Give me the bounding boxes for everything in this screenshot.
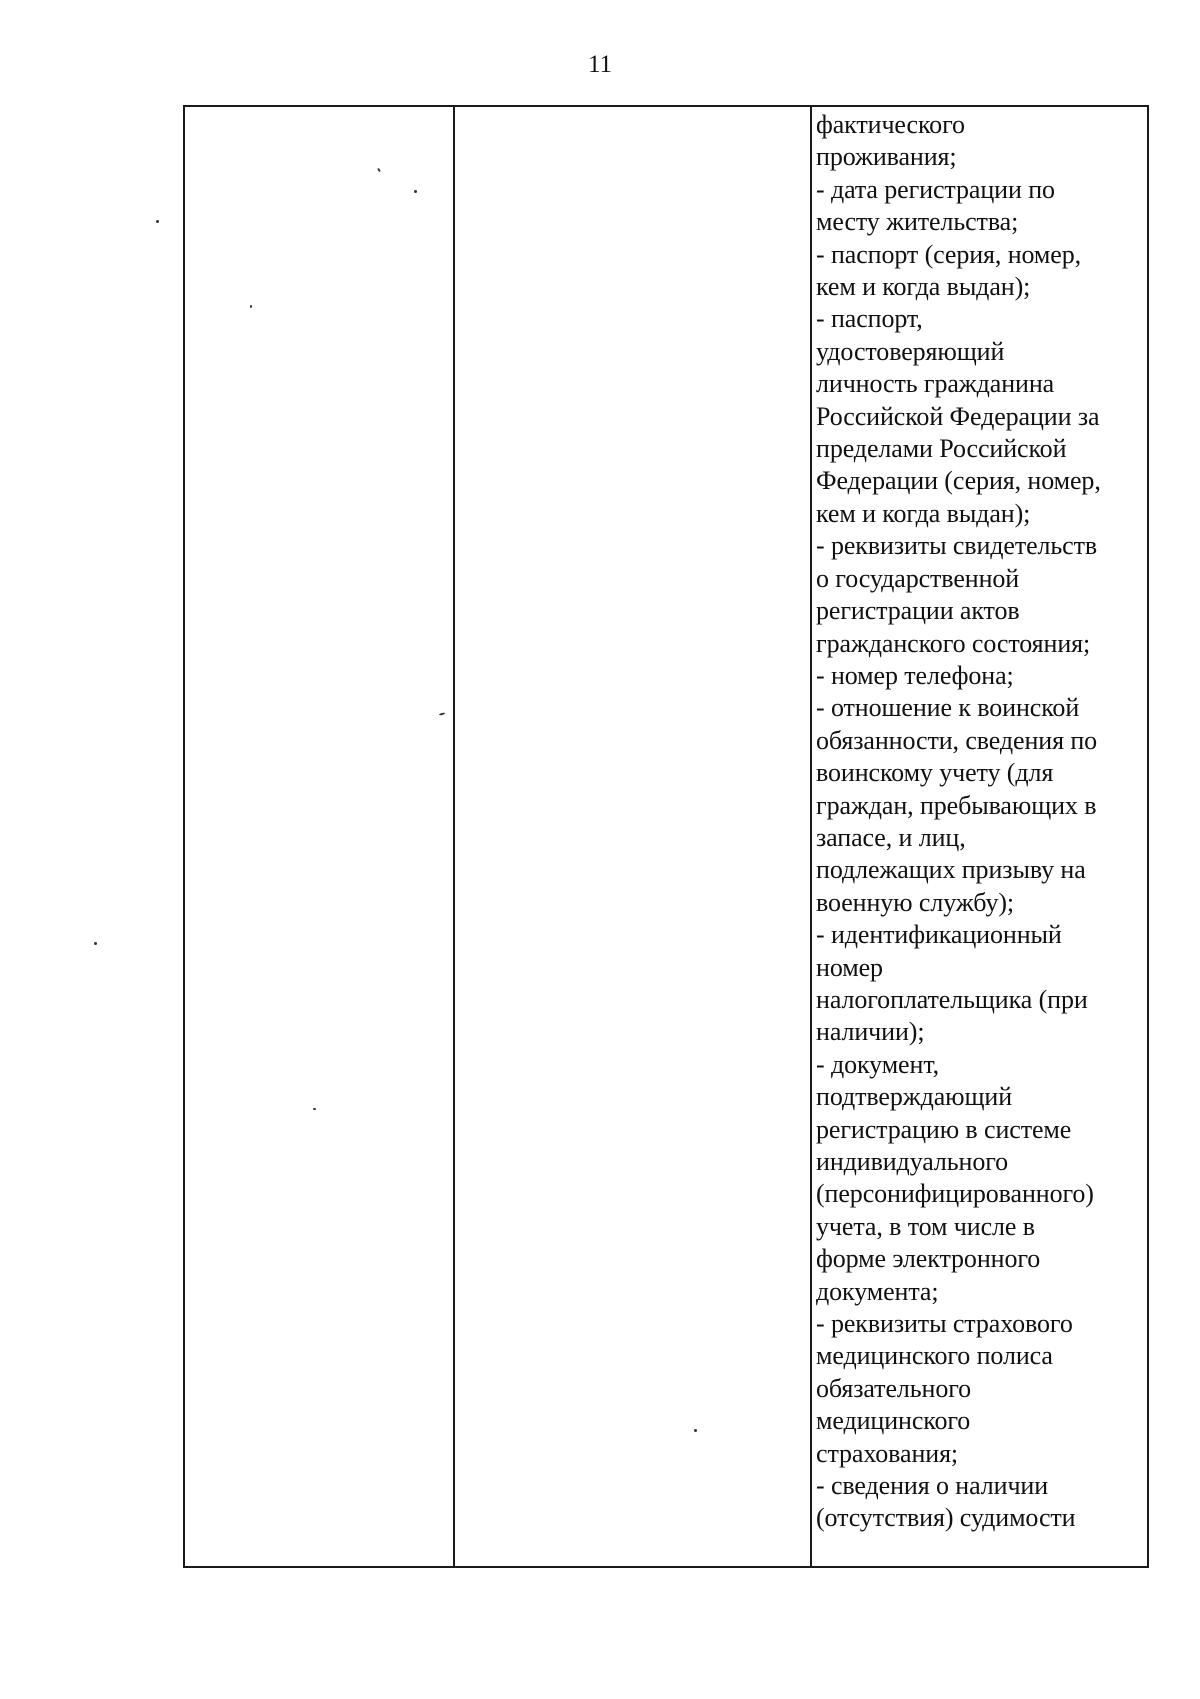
text-line: регистрацию в системе (816, 1114, 1072, 1144)
text-line: проживания; (816, 142, 957, 172)
text-line: пределами Российской (816, 434, 1067, 464)
text-line: гражданского состояния; (816, 628, 1091, 658)
scan-speck (694, 1429, 697, 1432)
text-line: подтверждающий (816, 1082, 1013, 1112)
text-line: обязательного (816, 1373, 972, 1403)
text-line: Федерации (серия, номер, (816, 466, 1101, 496)
text-line: граждан, пребывающих в (816, 790, 1097, 820)
scan-speck (313, 1108, 316, 1110)
text-line: - паспорт, (816, 304, 923, 334)
text-line: документа; (816, 1276, 939, 1306)
text-line: налогоплательщика (при (816, 984, 1088, 1014)
scan-speck (414, 190, 417, 193)
table-cell-column-1 (185, 107, 455, 1566)
text-line: кем и когда выдан); (816, 498, 1031, 528)
text-line: - реквизиты страхового (816, 1309, 1073, 1339)
text-line: индивидуального (816, 1147, 1009, 1176)
text-line: - идентификационный (816, 920, 1062, 950)
text-line: запасе, и лиц, (816, 822, 966, 852)
text-line: форме электронного (816, 1244, 1041, 1274)
text-line: военную службу); (816, 887, 1015, 917)
text-line: удостоверяющий (816, 336, 1005, 366)
text-line: кем и когда выдан); (816, 272, 1031, 302)
text-line: (отсутствия) судимости (816, 1503, 1076, 1533)
text-line: - сведения о наличии (816, 1471, 1049, 1501)
document-table (183, 105, 1149, 1568)
text-line: - номер телефона; (816, 660, 1014, 690)
text-line: страхования; (816, 1438, 959, 1468)
text-line: - отношение к воинской (816, 693, 1080, 723)
text-line: - дата регистрации по (816, 174, 1055, 204)
text-line: Российской Федерации за (816, 401, 1100, 431)
scan-speck (250, 305, 252, 308)
text-line: - паспорт (серия, номер, (816, 239, 1082, 269)
text-line: воинскому учету (для (816, 758, 1054, 788)
table-cell-column-2 (455, 107, 812, 1566)
text-line: личность гражданина (816, 369, 1055, 399)
text-line: подлежащих призыву на (816, 855, 1086, 885)
text-line: наличии); (816, 1017, 925, 1047)
text-line: номер (816, 952, 883, 982)
table-cell-column-3 (812, 107, 1147, 1566)
scan-speck (156, 220, 159, 223)
text-line: учета, в том числе в (816, 1211, 1035, 1241)
text-line: медицинского полиса (816, 1341, 1053, 1371)
text-line: (персонифицированного) (816, 1179, 1094, 1209)
scan-speck (94, 942, 97, 945)
page-number: 11 (587, 51, 613, 78)
text-line: - реквизиты свидетельств (816, 531, 1098, 561)
text-line: - документ, (816, 1049, 940, 1079)
text-line: медицинского (816, 1406, 971, 1436)
text-line: регистрации актов (816, 596, 1020, 626)
text-line: месту жительства; (816, 207, 1019, 237)
text-line: обязанности, сведения по (816, 725, 1098, 755)
text-line: фактического (816, 110, 965, 139)
text-line: о государственной (816, 563, 1020, 593)
